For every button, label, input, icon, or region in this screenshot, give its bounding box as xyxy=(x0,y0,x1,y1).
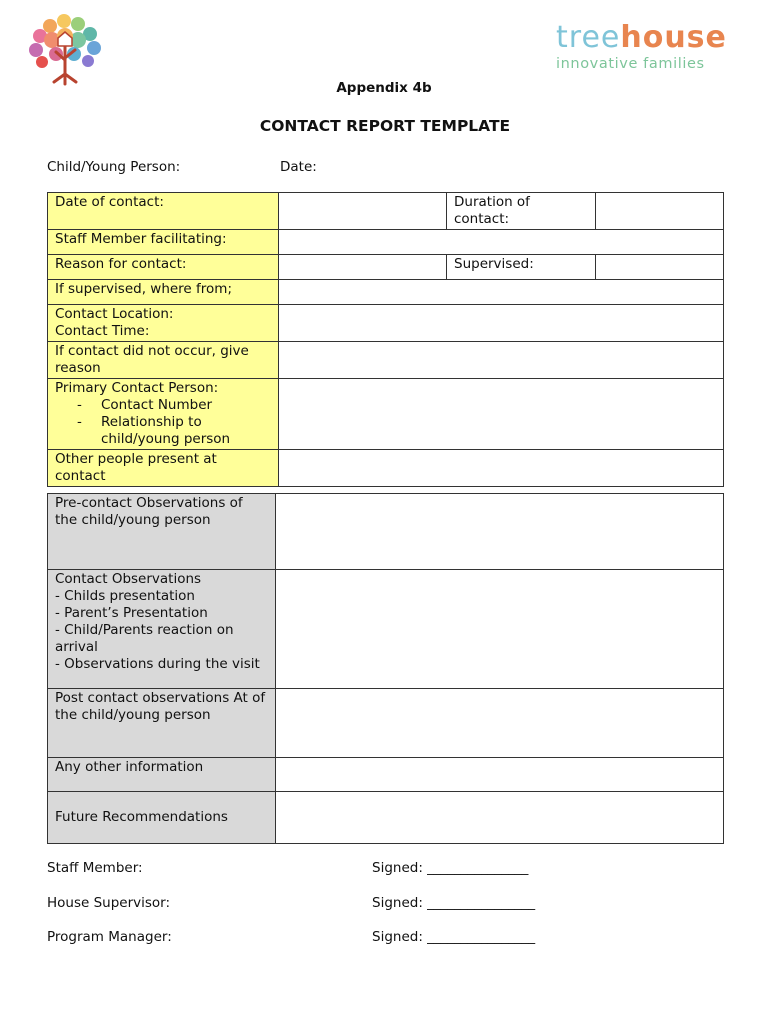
contact-observations-label: Contact Observations - Childs presentation - Parent’s Presentation - Child/Parents reaction on arrival - Observations during the visit xyxy=(48,570,276,689)
future-recommendations-label: Future Recommendations xyxy=(48,792,276,844)
house-supervisor-sign-label: House Supervisor: xyxy=(47,895,171,911)
house-supervisor-signed-line[interactable]: Signed: ________________ xyxy=(372,895,536,911)
pre-contact-field[interactable] xyxy=(276,494,724,570)
post-contact-label: Post contact observations At of the child/young person xyxy=(48,689,276,758)
contact-location-label: Contact Location: xyxy=(55,306,174,322)
other-info-label: Any other information xyxy=(48,758,276,792)
program-manager-signed-line[interactable]: Signed: ________________ xyxy=(372,929,536,945)
location-time-field[interactable] xyxy=(279,305,724,342)
primary-person-field[interactable] xyxy=(279,379,724,450)
program-manager-sign-label: Program Manager: xyxy=(47,929,172,945)
reason-field[interactable] xyxy=(279,255,447,280)
pre-contact-label: Pre-contact Observations of the child/young person xyxy=(48,494,276,570)
staff-member-field[interactable] xyxy=(279,230,724,255)
contact-time-label: Contact Time: xyxy=(55,323,150,339)
date-label: Date: xyxy=(280,159,317,175)
future-recommendations-field[interactable] xyxy=(276,792,724,844)
duration-field[interactable] xyxy=(596,193,724,230)
reason-label: Reason for contact: xyxy=(48,255,279,280)
staff-member-signed-line[interactable]: Signed: _______________ xyxy=(372,860,529,876)
supervised-field[interactable] xyxy=(596,255,724,280)
brand-tagline: innovative families xyxy=(556,56,705,72)
other-people-label: Other people present at contact xyxy=(48,450,279,487)
if-supervised-field[interactable] xyxy=(279,280,724,305)
post-contact-field[interactable] xyxy=(276,689,724,758)
brand-logo xyxy=(556,22,746,72)
staff-member-label: Staff Member facilitating: xyxy=(48,230,279,255)
duration-label: Duration of contact: xyxy=(447,193,596,230)
supervised-label: Supervised: xyxy=(447,255,596,280)
not-occur-label: If contact did not occur, give reason xyxy=(48,342,279,379)
date-of-contact-label: Date of contact: xyxy=(48,193,279,230)
other-people-field[interactable] xyxy=(279,450,724,487)
list-item: - Relationship to child/young person xyxy=(77,414,271,448)
primary-person-cell xyxy=(48,379,279,450)
child-young-person-label: Child/Young Person: xyxy=(47,159,181,175)
other-info-field[interactable] xyxy=(276,758,724,792)
location-time-label xyxy=(48,305,279,342)
contact-details-table xyxy=(47,192,724,487)
document-title: CONTACT REPORT TEMPLATE xyxy=(259,117,511,135)
staff-member-sign-label: Staff Member: xyxy=(47,860,143,876)
brand-name: treehouse xyxy=(556,20,727,55)
appendix-label: Appendix 4b xyxy=(336,80,432,96)
date-of-contact-field[interactable] xyxy=(279,193,447,230)
contact-observations-field[interactable] xyxy=(276,570,724,689)
not-occur-field[interactable] xyxy=(279,342,724,379)
if-supervised-label: If supervised, where from; xyxy=(48,280,279,305)
observations-table xyxy=(47,493,724,844)
primary-person-list xyxy=(55,397,271,448)
primary-person-label: Primary Contact Person: xyxy=(55,380,219,396)
list-item: - Contact Number xyxy=(77,397,271,414)
tree-logo xyxy=(28,14,104,86)
